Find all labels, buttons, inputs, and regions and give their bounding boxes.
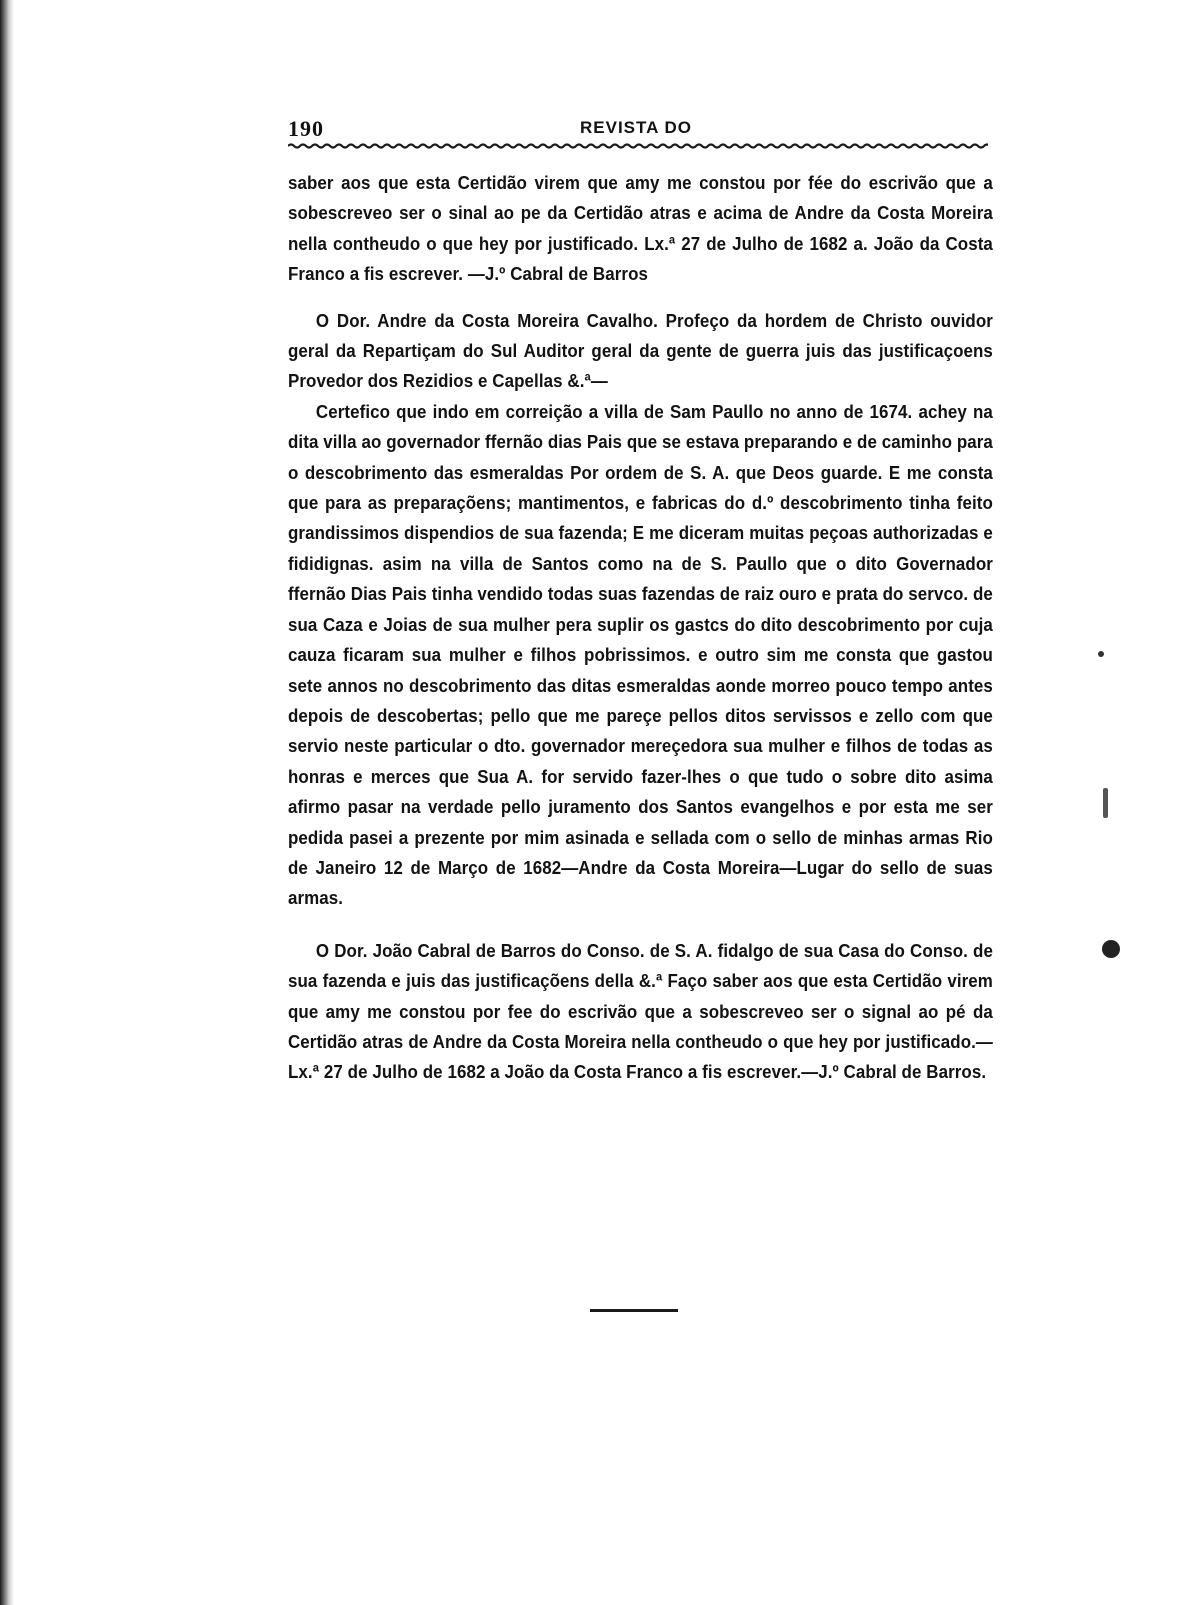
paragraph-certefico: Certefico que indo em correição a villa de Sam Paullo no anno de 1674. achey na dita villa ao governador ffernão dias Pais que se estava preparando e de caminho para o descobrimento das esmeraldas Por ordem de S. A. que Deos guarde. E me consta que para as preparaçõens; mantimentos, e fabricas do d.º descobrimento tinha feito grandissimos dispendios de sua fazenda; E me diceram muitas peçoas authorizadas e fididignas. asim na villa de Santos como na de S. Paullo que o dito Governador ffernão Dias Pais tinha vendido todas suas fazendas de raiz ouro e prata do servco. de sua Caza e Joias de sua mulher pera suplir os gastcs do dito descobrimento por cuja cauza ficaram sua mulher e filhos pobrissimos. e outro sim me consta que gastou sete annos no descobrimento das ditas esmeraldas aonde morreo pouco tempo antes depois de descobertas; pello que me pareçe pellos ditos servissos e zello com que servio neste particular o dto. governador mereçedora sua mulher e filhos de todas as honras e merces que Sua A. for servido fazer-lhes o que tudo o sobre dito asima afirmo pasar na verdade pello juramento dos Santos evangelhos e por esta me ser pedida pasei a prezente por mim asinada e sellada com o sello de minhas armas Rio de Janeiro 12 de Março de 1682—Andre da Costa Moreira—Lugar do sello de suas armas. bbox=[288, 401, 993, 909]
page-number: 190 bbox=[288, 116, 324, 141]
header-wavy-rule bbox=[288, 142, 988, 150]
book-page bbox=[288, 112, 993, 1088]
scan-speck bbox=[1102, 940, 1120, 958]
body-text bbox=[288, 168, 993, 1088]
paragraph-andre-costa-title: O Dor. Andre da Costa Moreira Cavalho. Profeço da hordem de Christo ouvidor geral da Repartiçam do Sul Auditor geral da gente de guerra juis das justificaçoens Provedor dos Rezidios e Capellas &.ª— bbox=[288, 310, 993, 392]
scan-speck bbox=[1103, 788, 1108, 818]
paragraph-certidao-continuation: saber aos que esta Certidão virem que amy me constou por fée do escrivão que a sobescreveo ser o sinal ao pe da Certidão atras e acima de Andre da Costa Moreira nella contheudo o que hey por justificado. Lx.ª 27 de Julho de 1682 a. João da Costa Franco a fis escrever. —J.º Cabral de Barros bbox=[288, 173, 993, 285]
paragraph-joao-cabral: O Dor. João Cabral de Barros do Conso. de S. A. fidalgo de sua Casa do Conso. de sua fazenda e juis das justificaçõens della &.ª Faço saber aos que esta Certidão virem que amy me constou por fee do escrivão que a sobescreveo ser o signal ao pé da Certidão atras de Andre da Costa Moreira nella contheudo o que hey por justificado.—Lx.ª 27 de Julho de 1682 a João da Costa Franco a fis escrever.—J.º Cabral de Barros. bbox=[288, 940, 993, 1083]
running-head: REVISTA DO bbox=[580, 118, 693, 137]
scan-edge-shadow bbox=[0, 0, 14, 1605]
scan-speck bbox=[1098, 651, 1104, 657]
page-header bbox=[288, 112, 993, 148]
end-rule bbox=[590, 1309, 678, 1312]
